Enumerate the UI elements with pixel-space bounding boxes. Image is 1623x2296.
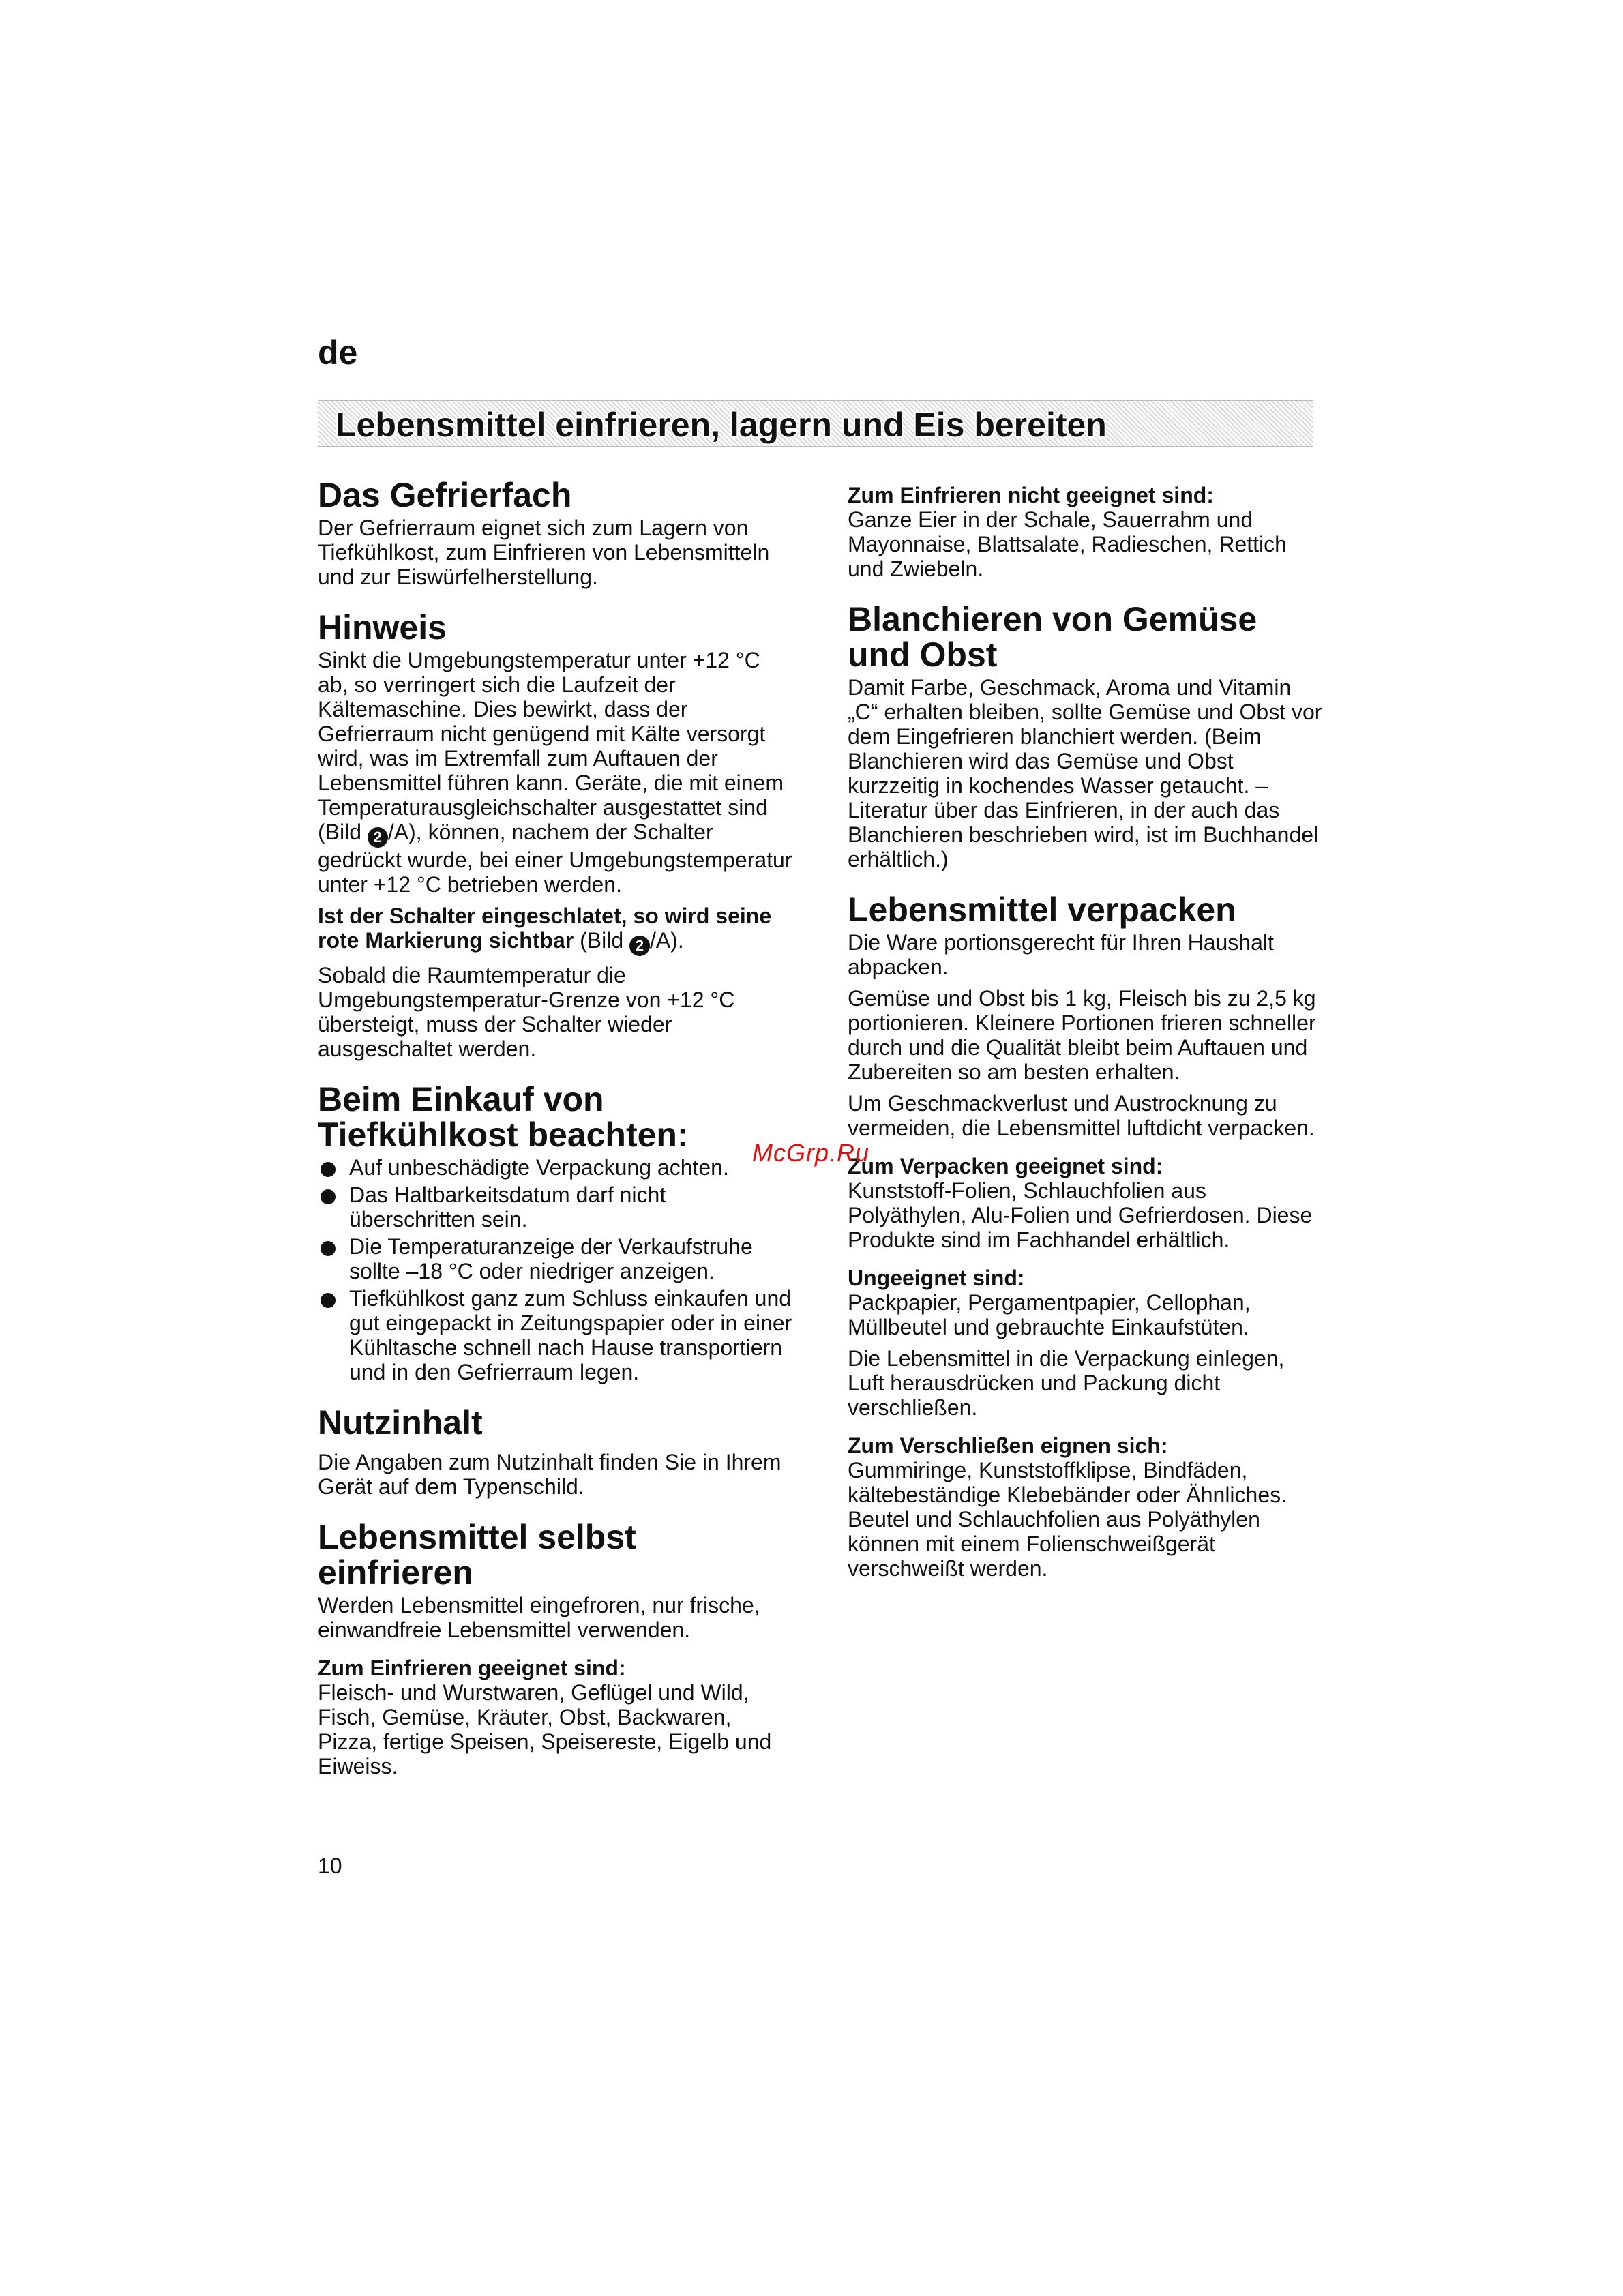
banner-title: Lebensmittel einfrieren, lagern und Eis bereiten — [336, 406, 1107, 444]
bullet-list — [318, 1155, 795, 1384]
subheading-nicht-geeignet: Zum Einfrieren nicht geeignet sind: — [848, 483, 1214, 507]
watermark: McGrp.Ru — [752, 1139, 870, 1167]
text-blanchieren: Damit Farbe, Geschmack, Aroma und Vitamin „C“ erhalten bleiben, sollte Gemüse und Obst vor dem Eingefrieren blanchiert werden. (Beim Blanchieren wird das Gemüse und Obst kurzzeitig in kochendes Wasser getaucht. – Literatur über das Einfrieren, in der auch das Blanchieren beschrieben wird, ist im Buchhandel erhältlich.) — [848, 675, 1322, 871]
text-gefrierfach: Der Gefrierraum eignet sich zum Lagern von Tiefkühlkost, zum Einfrieren von Lebensmitteln und zur Eiswürfelherstellung. — [318, 516, 770, 589]
section-hinweis — [318, 610, 795, 1061]
list-item — [318, 1286, 795, 1384]
subheading-geeignet: Zum Einfrieren geeignet sind: — [318, 1656, 626, 1680]
section-blanchieren — [848, 601, 1325, 871]
section-nicht-geeignet — [848, 483, 1325, 581]
text-geeignet: Fleisch- und Wurstwaren, Geflügel und Wild, Fisch, Gemüse, Kräuter, Obst, Backwaren, Pizza, fertige Speisen, Speisereste, Eigelb und Eiweiss. — [318, 1680, 772, 1778]
text-verpacken-1: Die Ware portionsgerecht für Ihren Haushalt abpacken. — [848, 930, 1274, 979]
heading-einkauf: Beim Einkauf von Tiefkühlkost beachten: — [318, 1080, 689, 1154]
section-selbst-einfrieren — [318, 1519, 795, 1778]
bullet-icon — [321, 1293, 336, 1308]
text-segment: /A). — [650, 928, 684, 953]
list-item-text: Die Temperaturanzeige der Verkaufstruhe sollte –18 °C oder niedriger anzeigen. — [349, 1234, 753, 1283]
text-segment: /A), können, nachem der Schalter gedrückt wurde, bei einer Umgebungstemperatur unter +12 °C betrieben werden. — [318, 820, 792, 897]
section-einkauf — [318, 1082, 795, 1384]
heading-nutzinhalt: Nutzinhalt — [318, 1403, 483, 1442]
subheading-verschliessen: Zum Verschließen eignen sich: — [848, 1433, 1168, 1458]
list-item — [318, 1182, 795, 1232]
section-banner — [318, 400, 1313, 447]
subheading-ungeeignet: Ungeeignet sind: — [848, 1266, 1025, 1290]
left-column — [318, 477, 795, 1799]
text-verpacken-3: Um Geschmackverlust und Austrocknung zu vermeiden, die Lebensmittel luftdicht verpacken. — [848, 1091, 1315, 1140]
heading-gefrierfach: Das Gefrierfach — [318, 476, 572, 514]
subheading-verpacken-geeignet: Zum Verpacken geeignet sind: — [848, 1154, 1163, 1178]
heading-selbst-einfrieren: Lebensmittel selbst einfrieren — [318, 1518, 636, 1592]
text-ungeeignet: Packpapier, Pergamentpapier, Cellophan, Müllbeutel und gebrauchte Einkaufstüten. — [848, 1290, 1251, 1339]
figure-marker-icon: 2 — [368, 827, 388, 848]
heading-hinweis: Hinweis — [318, 608, 447, 646]
text-hinweis-3: Sobald die Raumtemperatur die Umgebungstemperatur-Grenze von +12 °C übersteigt, muss der Schalter wieder ausgeschaltet werden. — [318, 963, 735, 1061]
text-verpacken-4: Die Lebensmittel in die Verpackung einlegen, Luft herausdrücken und Packung dicht verschließen. — [848, 1346, 1285, 1420]
section-nutzinhalt — [318, 1405, 795, 1499]
list-item-text: Das Haltbarkeitsdatum darf nicht überschritten sein. — [349, 1182, 666, 1232]
bullet-icon — [321, 1189, 336, 1204]
heading-verpacken: Lebensmittel verpacken — [848, 891, 1236, 929]
text-hinweis-1 — [318, 648, 795, 897]
bullet-icon — [321, 1162, 336, 1177]
list-item-text: Tiefkühlkost ganz zum Schluss einkaufen und gut eingepackt in Zeitungspapier oder in einer Kühltasche schnell nach Hause transportiern und in den Gefrierraum legen. — [349, 1286, 792, 1384]
figure-marker-icon: 2 — [629, 936, 650, 956]
bold-text: Ist der Schalter eingeschlatet, so wird seine rote Markierung sichtbar — [318, 904, 772, 953]
text-verschliessen: Gummiringe, Kunststoffklipse, Bindfäden, kältebeständige Klebebänder oder Ähnliches. Beutel und Schlauchfolien aus Polyäthylen können mit einem Folienschweißgerät verschweißt werden. — [848, 1458, 1287, 1581]
list-item-text: Auf unbeschädigte Verpackung achten. — [349, 1155, 729, 1180]
text-verpacken-geeignet: Kunststoff-Folien, Schlauchfolien aus Polyäthylen, Alu-Folien und Gefrierdosen. Diese Produkte sind im Fachhandel erhältlich. — [848, 1178, 1313, 1252]
heading-blanchieren: Blanchieren von Gemüse und Obst — [848, 600, 1257, 674]
right-column — [848, 483, 1325, 1601]
list-item — [318, 1234, 795, 1283]
section-verpacken — [848, 892, 1325, 1581]
list-item — [318, 1155, 795, 1180]
bullet-icon — [321, 1241, 336, 1256]
text-segment: (Bild — [574, 928, 629, 953]
text-nutzinhalt: Die Angaben zum Nutzinhalt finden Sie in Ihrem Gerät auf dem Typenschild. — [318, 1450, 781, 1499]
page-number: 10 — [318, 1853, 342, 1878]
language-label: de — [318, 333, 358, 372]
text-selbst-einfrieren: Werden Lebensmittel eingefroren, nur frische, einwandfreie Lebensmittel verwenden. — [318, 1593, 760, 1642]
section-gefrierfach — [318, 477, 795, 589]
text-verpacken-2: Gemüse und Obst bis 1 kg, Fleisch bis zu 2,5 kg portionieren. Kleinere Portionen frieren schneller durch und die Qualität bleibt beim Auftauen und Zubereiten so am besten erhalten. — [848, 986, 1316, 1084]
text-nicht-geeignet: Ganze Eier in der Schale, Sauerrahm und Mayonnaise, Blattsalate, Radieschen, Rettich und Zwiebeln. — [848, 507, 1287, 581]
text-hinweis-2 — [318, 904, 795, 956]
text-segment: Sinkt die Umgebungstemperatur unter +12 °C ab, so verringert sich die Laufzeit der Kältemaschine. Dies bewirkt, dass der Gefrierraum nicht genügend mit Kälte versorgt wird, was im Extremfall zum Auftauen der Lebensmittel führen kann. Geräte, die mit einem Temperaturausgleichschalter ausgestattet sind (Bild — [318, 648, 784, 844]
